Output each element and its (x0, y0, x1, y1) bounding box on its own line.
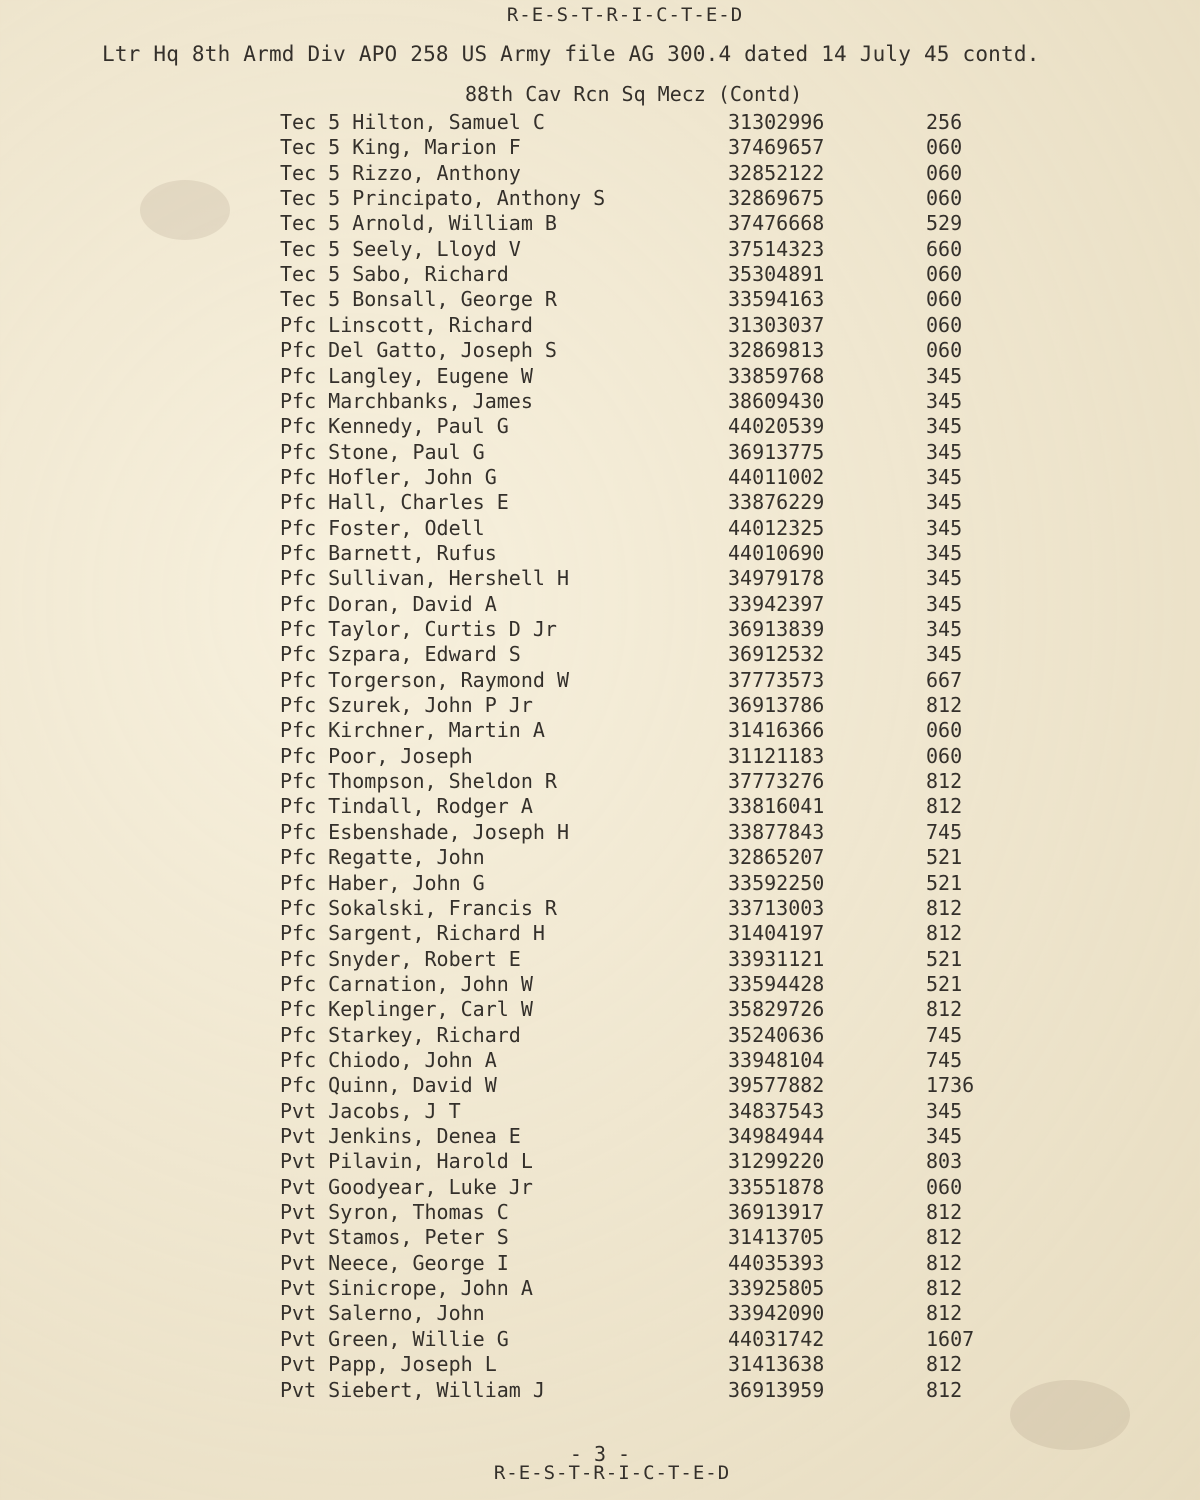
serial-number: 33931121 (728, 946, 825, 971)
soldier-name: Pfc Marchbanks, James (280, 388, 533, 413)
soldier-name: Tec 5 Rizzo, Anthony (280, 160, 521, 185)
roster-row (0, 1023, 1200, 1048)
roster-row (0, 769, 1200, 794)
soldier-name: Pvt Sinicrope, John A (280, 1276, 533, 1301)
serial-number: 37476668 (728, 211, 825, 236)
roster-row (0, 389, 1200, 414)
serial-number: 31413705 (728, 1225, 825, 1250)
specialty-code: 345 (926, 515, 963, 540)
serial-number: 33592250 (728, 870, 825, 895)
serial-number: 33816041 (728, 794, 825, 819)
serial-number: 44031742 (728, 1326, 825, 1351)
soldier-name: Pfc Sargent, Richard H (280, 921, 545, 946)
soldier-name: Pfc Langley, Eugene W (280, 363, 533, 388)
roster-row (0, 110, 1200, 135)
specialty-code: 060 (926, 718, 963, 743)
specialty-code: 060 (926, 743, 963, 768)
roster-row (0, 1149, 1200, 1174)
soldier-name: Pfc Kennedy, Paul G (280, 414, 509, 439)
specialty-code: 060 (926, 287, 963, 312)
serial-number: 37773573 (728, 667, 825, 692)
roster-row (0, 744, 1200, 769)
serial-number: 33942397 (728, 591, 825, 616)
serial-number: 33713003 (728, 895, 825, 920)
specialty-code: 345 (926, 540, 963, 565)
soldier-name: Pfc Tindall, Rodger A (280, 794, 533, 819)
soldier-name: Pvt Jacobs, J T (280, 1098, 461, 1123)
serial-number: 44010690 (728, 540, 825, 565)
roster-row (0, 845, 1200, 870)
soldier-name: Tec 5 King, Marion F (280, 135, 521, 160)
specialty-code: 660 (926, 236, 963, 261)
roster-row (0, 668, 1200, 693)
roster-row (0, 440, 1200, 465)
letter-reference-header: Ltr Hq 8th Armd Div APO 258 US Army file AG 300.4 dated 14 July 45 contd. (102, 42, 1040, 66)
soldier-name: Tec 5 Bonsall, George R (280, 287, 557, 312)
roster-row (0, 972, 1200, 997)
specialty-code: 812 (926, 1276, 963, 1301)
specialty-code: 1736 (926, 1073, 975, 1098)
serial-number: 31404197 (728, 921, 825, 946)
specialty-code: 345 (926, 566, 963, 591)
soldier-name: Pfc Hofler, John G (280, 464, 497, 489)
unit-section-heading: 88th Cav Rcn Sq Mecz (Contd) (465, 82, 803, 106)
roster-row (0, 592, 1200, 617)
specialty-code: 812 (926, 1377, 963, 1402)
roster-row (0, 1124, 1200, 1149)
soldier-name: Pvt Jenkins, Denea E (280, 1124, 521, 1148)
specialty-code: 060 (926, 1174, 963, 1199)
roster-row (0, 186, 1200, 211)
serial-number: 44035393 (728, 1250, 825, 1275)
soldier-name: Pfc Kirchner, Martin A (280, 718, 545, 743)
roster-row (0, 820, 1200, 845)
serial-number: 36913786 (728, 693, 825, 718)
specialty-code: 812 (926, 693, 963, 718)
serial-number: 37469657 (728, 135, 825, 160)
soldier-name: Pfc Foster, Odell (280, 515, 485, 540)
roster-row (0, 237, 1200, 262)
roster-row (0, 1048, 1200, 1073)
specialty-code: 803 (926, 1149, 963, 1174)
soldier-name: Tec 5 Arnold, William B (280, 211, 557, 236)
soldier-name: Tec 5 Principato, Anthony S (280, 186, 606, 211)
roster-row (0, 135, 1200, 160)
serial-number: 44012325 (728, 515, 825, 540)
roster-row (0, 211, 1200, 236)
roster-row (0, 642, 1200, 667)
roster-row (0, 921, 1200, 946)
serial-number: 32869675 (728, 186, 825, 211)
soldier-name: Pfc Torgerson, Raymond W (280, 667, 569, 692)
specialty-code: 667 (926, 667, 963, 692)
serial-number: 32852122 (728, 160, 825, 185)
soldier-name: Pfc Hall, Charles E (280, 490, 509, 515)
roster-row (0, 794, 1200, 819)
soldier-name: Pfc Sokalski, Francis R (280, 895, 557, 920)
roster-row (0, 1327, 1200, 1352)
specialty-code: 060 (926, 160, 963, 185)
specialty-code: 812 (926, 769, 963, 794)
soldier-name: Pfc Carnation, John W (280, 971, 533, 996)
soldier-name: Pvt Green, Willie G (280, 1326, 509, 1351)
soldier-name: Tec 5 Hilton, Samuel C (280, 110, 545, 134)
serial-number: 36913775 (728, 439, 825, 464)
soldier-name: Pfc Szurek, John P Jr (280, 693, 533, 718)
roster-row (0, 997, 1200, 1022)
roster-row (0, 161, 1200, 186)
soldier-name: Pfc Barnett, Rufus (280, 540, 497, 565)
roster-row (0, 718, 1200, 743)
specialty-code: 060 (926, 186, 963, 211)
roster-row (0, 1175, 1200, 1200)
soldier-name: Pvt Salerno, John (280, 1301, 485, 1326)
soldier-name: Pfc Linscott, Richard (280, 312, 533, 337)
soldier-name: Pvt Papp, Joseph L (280, 1352, 497, 1377)
serial-number: 36913959 (728, 1377, 825, 1402)
soldier-name: Pfc Esbenshade, Joseph H (280, 819, 569, 844)
soldier-name: Pvt Goodyear, Luke Jr (280, 1174, 533, 1199)
specialty-code: 521 (926, 946, 963, 971)
roster-row (0, 1378, 1200, 1403)
serial-number: 31416366 (728, 718, 825, 743)
serial-number: 33594428 (728, 971, 825, 996)
specialty-code: 1607 (926, 1326, 975, 1351)
roster-row (0, 313, 1200, 338)
soldier-name: Pfc Snyder, Robert E (280, 946, 521, 971)
soldier-name: Pvt Stamos, Peter S (280, 1225, 509, 1250)
specialty-code: 812 (926, 1301, 963, 1326)
serial-number: 36913839 (728, 617, 825, 641)
page-number: - 3 - (569, 1442, 631, 1466)
soldier-name: Pfc Szpara, Edward S (280, 642, 521, 667)
soldier-name: Pvt Pilavin, Harold L (280, 1149, 533, 1174)
specialty-code: 345 (926, 490, 963, 515)
specialty-code: 256 (926, 110, 963, 134)
roster-row (0, 490, 1200, 515)
specialty-code: 745 (926, 819, 963, 844)
soldier-name: Pfc Taylor, Curtis D Jr (280, 617, 557, 641)
specialty-code: 060 (926, 135, 963, 160)
soldier-name: Pfc Keplinger, Carl W (280, 997, 533, 1022)
roster-row (0, 1225, 1200, 1250)
roster-row (0, 1200, 1200, 1225)
specialty-code: 521 (926, 845, 963, 870)
serial-number: 33948104 (728, 1047, 825, 1072)
serial-number: 44011002 (728, 464, 825, 489)
roster-row (0, 871, 1200, 896)
soldier-name: Pfc Sullivan, Hershell H (280, 566, 569, 591)
serial-number: 33551878 (728, 1174, 825, 1199)
soldier-name: Pvt Syron, Thomas C (280, 1200, 509, 1225)
serial-number: 36912532 (728, 642, 825, 667)
specialty-code: 812 (926, 895, 963, 920)
soldier-name: Pfc Quinn, David W (280, 1073, 497, 1098)
specialty-code: 345 (926, 1124, 963, 1148)
roster-row (0, 1073, 1200, 1098)
specialty-code: 812 (926, 921, 963, 946)
specialty-code: 812 (926, 794, 963, 819)
soldier-name: Tec 5 Seely, Lloyd V (280, 236, 521, 261)
serial-number: 35240636 (728, 1022, 825, 1047)
serial-number: 36913917 (728, 1200, 825, 1225)
soldier-name: Pfc Del Gatto, Joseph S (280, 338, 557, 363)
serial-number: 32865207 (728, 845, 825, 870)
soldier-name: Pfc Regatte, John (280, 845, 485, 870)
roster-row (0, 465, 1200, 490)
specialty-code: 812 (926, 1352, 963, 1377)
specialty-code: 812 (926, 997, 963, 1022)
serial-number: 35829726 (728, 997, 825, 1022)
soldier-name: Pvt Neece, George I (280, 1250, 509, 1275)
specialty-code: 060 (926, 312, 963, 337)
roster-row (0, 896, 1200, 921)
serial-number: 31121183 (728, 743, 825, 768)
specialty-code: 345 (926, 1098, 963, 1123)
serial-number: 34979178 (728, 566, 825, 591)
serial-number: 37514323 (728, 236, 825, 261)
specialty-code: 812 (926, 1200, 963, 1225)
serial-number: 35304891 (728, 262, 825, 287)
roster-row (0, 516, 1200, 541)
specialty-code: 345 (926, 464, 963, 489)
specialty-code: 345 (926, 439, 963, 464)
serial-number: 33594163 (728, 287, 825, 312)
specialty-code: 529 (926, 211, 963, 236)
roster-row (0, 541, 1200, 566)
roster-row (0, 947, 1200, 972)
roster-row (0, 287, 1200, 312)
serial-number: 33942090 (728, 1301, 825, 1326)
soldier-name: Pfc Haber, John G (280, 870, 485, 895)
serial-number: 33876229 (728, 490, 825, 515)
serial-number: 34984944 (728, 1124, 825, 1148)
specialty-code: 812 (926, 1250, 963, 1275)
serial-number: 31302996 (728, 110, 825, 134)
roster-row (0, 1251, 1200, 1276)
roster-row (0, 262, 1200, 287)
specialty-code: 812 (926, 1225, 963, 1250)
roster-row (0, 1301, 1200, 1326)
serial-number: 31413638 (728, 1352, 825, 1377)
classification-marking-top: R-E-S-T-R-I-C-T-E-D (506, 4, 744, 26)
serial-number: 39577882 (728, 1073, 825, 1098)
specialty-code: 345 (926, 617, 963, 641)
specialty-code: 521 (926, 971, 963, 996)
serial-number: 38609430 (728, 388, 825, 413)
roster-row (0, 566, 1200, 591)
roster-row (0, 1352, 1200, 1377)
soldier-name: Pfc Doran, David A (280, 591, 497, 616)
soldier-name: Tec 5 Sabo, Richard (280, 262, 509, 287)
classification-marking-bottom: R-E-S-T-R-I-C-T-E-D (493, 1462, 731, 1484)
serial-number: 32869813 (728, 338, 825, 363)
serial-number: 33859768 (728, 363, 825, 388)
roster-row (0, 364, 1200, 389)
specialty-code: 745 (926, 1047, 963, 1072)
specialty-code: 345 (926, 591, 963, 616)
specialty-code: 745 (926, 1022, 963, 1047)
roster-row (0, 338, 1200, 363)
serial-number: 37773276 (728, 769, 825, 794)
soldier-name: Pfc Chiodo, John A (280, 1047, 497, 1072)
specialty-code: 060 (926, 262, 963, 287)
specialty-code: 345 (926, 363, 963, 388)
soldier-name: Pfc Poor, Joseph (280, 743, 473, 768)
roster-row (0, 1099, 1200, 1124)
soldier-name: Pfc Stone, Paul G (280, 439, 485, 464)
serial-number: 33877843 (728, 819, 825, 844)
roster-row (0, 414, 1200, 439)
specialty-code: 345 (926, 388, 963, 413)
soldier-name: Pfc Starkey, Richard (280, 1022, 521, 1047)
roster-row (0, 617, 1200, 642)
serial-number: 33925805 (728, 1276, 825, 1301)
roster-row (0, 1276, 1200, 1301)
specialty-code: 060 (926, 338, 963, 363)
specialty-code: 345 (926, 642, 963, 667)
specialty-code: 345 (926, 414, 963, 439)
soldier-name: Pfc Thompson, Sheldon R (280, 769, 557, 794)
roster-row (0, 693, 1200, 718)
soldier-name: Pvt Siebert, William J (280, 1377, 545, 1402)
serial-number: 44020539 (728, 414, 825, 439)
serial-number: 31303037 (728, 312, 825, 337)
serial-number: 31299220 (728, 1149, 825, 1174)
specialty-code: 521 (926, 870, 963, 895)
serial-number: 34837543 (728, 1098, 825, 1123)
